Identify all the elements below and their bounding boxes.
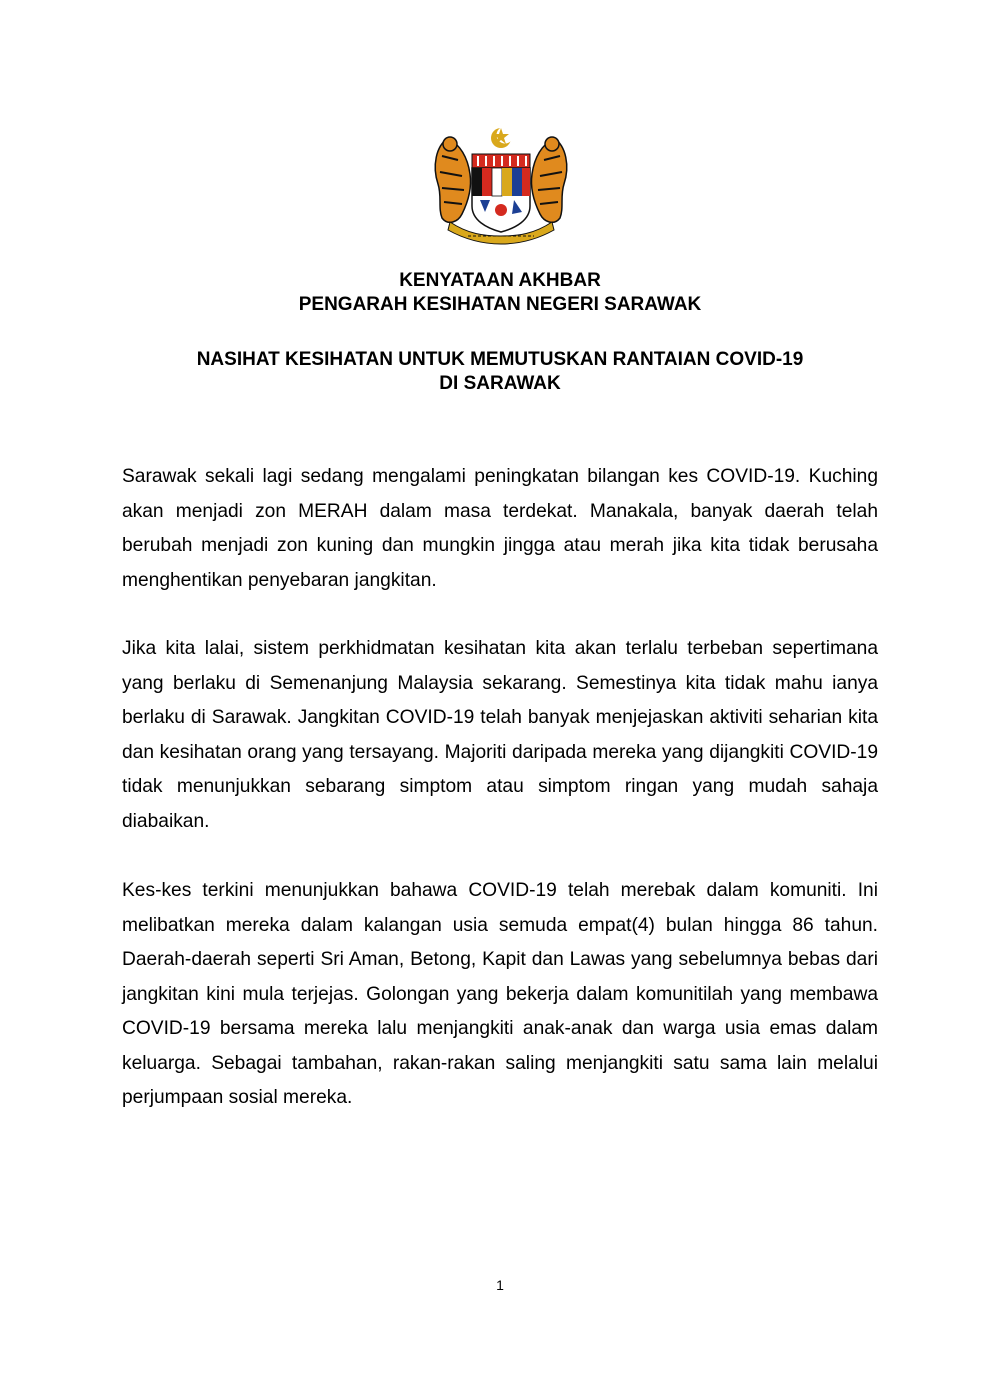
body-paragraph: Sarawak sekali lagi sedang mengalami peningkatan bilangan kes COVID-19. Kuching akan menjadi zon MERAH dalam masa terdekat. Manakala, banyak daerah telah berubah menjadi zon kuning dan mungkin jingga atau merah jika kita tidak berusaha menghentikan penyebaran jangkitan. bbox=[122, 466, 878, 591]
coat-of-arms-icon bbox=[428, 126, 574, 246]
body-paragraph: Kes-kes terkini menunjukkan bahawa COVID-19 telah merebak dalam komuniti. Ini melibatkan mereka dalam kalangan usia semuda empat(4) bulan hingga 86 tahun. Daerah-daerah seperti Sri Aman, Betong, Kapit dan Lawas yang sebelumnya bebas dari jangkitan kini mula terjejas. Golongan yang bekerja dalam komunitilah yang membawa COVID-19 bersama mereka lalu menjangkiti anak-anak dan warga usia emas dalam keluarga. Sebagai tambahan, rakan-rakan saling menjangkiti satu sama lain melalui perjumpaan sosial mereka. bbox=[122, 880, 878, 1108]
press-release-issuer: PENGARAH KESIHATAN NEGERI SARAWAK bbox=[298, 294, 702, 315]
subject-heading bbox=[0, 348, 1000, 396]
press-release-title: KENYATAAN AKHBAR bbox=[399, 270, 601, 291]
press-release-heading bbox=[0, 269, 1000, 317]
subject-line-2: DI SARAWAK bbox=[439, 373, 561, 394]
page-number: 1 bbox=[496, 1277, 504, 1293]
body-paragraph: Jika kita lalai, sistem perkhidmatan kesihatan kita akan terlalu terbeban sepertimana yang berlaku di Semenanjung Malaysia sekarang. Semestinya kita tidak mahu ianya berlaku di Sarawak. Jangkitan COVID-19 telah banyak menjejaskan aktiviti seharian kita dan kesihatan orang yang tersayang. Majoriti daripada mereka yang dijangkiti COVID-19 tidak menunjukkan sebarang simptom atau simptom ringan yang mudah sahaja diabaikan. bbox=[122, 638, 878, 832]
subject-line-1: NASIHAT KESIHATAN UNTUK MEMUTUSKAN RANTAIAN COVID-19 bbox=[196, 349, 804, 370]
